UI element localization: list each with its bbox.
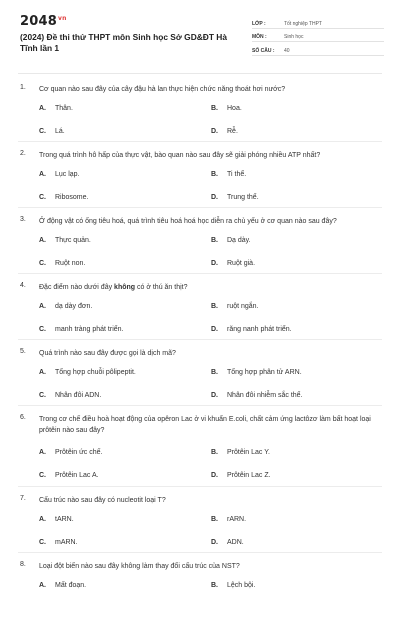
option-a[interactable]: A. Tổng hợp chuỗi pôlipeptit. [39, 369, 136, 376]
question-number: 4. [20, 282, 26, 289]
question-8 [0, 553, 400, 619]
question-text: Cấu trúc nào sau đây có nucleotit loại T? [39, 497, 166, 504]
option-a[interactable]: A. Lục lạp. [39, 171, 80, 178]
option-d[interactable]: D. Prôtêin Lac Z. [211, 472, 271, 479]
option-b[interactable]: B. Lệch bội. [211, 582, 256, 589]
meta-subject [252, 29, 384, 43]
meta-count-label: SỐ CÂU : [252, 47, 275, 54]
exam-header [0, 0, 400, 66]
question-number: 5. [20, 348, 26, 355]
exam-meta [252, 15, 384, 56]
question-text: Trong cơ chế điều hoà hoạt động của opêron Lac ở vi khuẩn E.coli, chất cảm ứng lactôzơ làm bất hoạt loại prôtêin nào sau đây? [39, 416, 371, 434]
meta-subject-label: MÔN : [252, 34, 267, 40]
option-a[interactable]: A. Mất đoạn. [39, 582, 87, 589]
question-4 [0, 274, 400, 340]
meta-class-label: LỚP : [252, 20, 266, 27]
question-text: Đặc điểm nào dưới đây không có ở thú ăn thịt? [39, 284, 188, 291]
question-7 [0, 487, 400, 553]
exam-title: (2024) Đề thi thử THPT môn Sinh học Sở GD&ĐT Hà Tĩnh lần 1 [20, 32, 227, 53]
question-1 [0, 76, 400, 142]
meta-class-value: Tốt nghiệp THPT [284, 20, 322, 27]
question-text: Cơ quan nào sau đây của cây đậu hà lan thực hiện chức năng thoát hơi nước? [39, 86, 286, 93]
question-number: 7. [20, 495, 26, 502]
option-a[interactable]: A. Thực quản. [39, 237, 91, 244]
question-number: 8. [20, 561, 26, 568]
option-a[interactable]: A. Thân. [39, 105, 73, 112]
meta-count [252, 42, 384, 56]
site-logo[interactable]: $2048^{vn}$ [20, 14, 67, 29]
option-d[interactable]: D. Nhân đôi nhiễm sắc thể. [211, 392, 303, 399]
question-2 [0, 142, 400, 208]
meta-count-value: 40 [284, 47, 290, 54]
question-list [0, 76, 400, 619]
meta-subject-value: Sinh học [284, 34, 304, 40]
option-a[interactable]: A. Prôtêin ức chế. [39, 449, 103, 456]
option-c[interactable]: C. Nhân đôi ADN. [39, 392, 102, 399]
option-d[interactable]: D. Rễ. [211, 128, 238, 135]
option-c[interactable]: C. Lá. [39, 128, 65, 135]
question-number: 2. [20, 150, 26, 157]
option-b[interactable]: B. Hoa. [211, 105, 242, 112]
question-text: Trong quá trình hô hấp của thực vật, bào quan nào sau đây sẽ giải phóng nhiều ATP nhất? [39, 152, 321, 159]
option-c[interactable]: C. manh tràng phát triển. [39, 326, 124, 333]
option-a[interactable]: A. dạ dày đơn. [39, 303, 93, 310]
question-number: 1. [20, 84, 26, 91]
option-d[interactable]: D. Trung thể. [211, 194, 259, 201]
option-b[interactable]: B. ruột ngắn. [211, 303, 259, 310]
option-c[interactable]: C. Prôtêin Lac A. [39, 472, 99, 479]
option-b[interactable]: B. rARN. [211, 516, 247, 523]
question-5 [0, 340, 400, 406]
option-d[interactable]: D. ADN. [211, 539, 244, 546]
question-number: 6. [20, 414, 26, 421]
header-divider [18, 73, 382, 74]
option-c[interactable]: C. Ribosome. [39, 194, 89, 201]
emphasis-text: không [114, 284, 136, 291]
option-c[interactable]: C. mARN. [39, 539, 78, 546]
option-b[interactable]: B. Dạ dày. [211, 237, 251, 244]
option-d[interactable]: D. Ruột già. [211, 260, 256, 267]
question-text: Quá trình nào sau đây được gọi là dịch mã? [39, 350, 176, 357]
question-text: Ở động vật có ống tiêu hoá, quá trình tiêu hoá hoá học diễn ra chủ yếu ở cơ quan nào sau đây? [39, 218, 337, 225]
question-text: Loại đột biến nào sau đây không làm thay đổi cấu trúc của NST? [39, 563, 240, 570]
question-number: 3. [20, 216, 26, 223]
question-3 [0, 208, 400, 274]
option-b[interactable]: B. Tổng hợp phân tử ARN. [211, 369, 302, 376]
option-d[interactable]: D. răng nanh phát triển. [211, 326, 292, 333]
question-6 [0, 406, 400, 487]
option-c[interactable]: C. Ruột non. [39, 260, 86, 267]
meta-class [252, 15, 384, 29]
option-b[interactable]: B. Ti thể. [211, 171, 247, 178]
option-b[interactable]: B. Prôtêin Lac Y. [211, 449, 270, 456]
option-a[interactable]: A. tARN. [39, 516, 74, 523]
